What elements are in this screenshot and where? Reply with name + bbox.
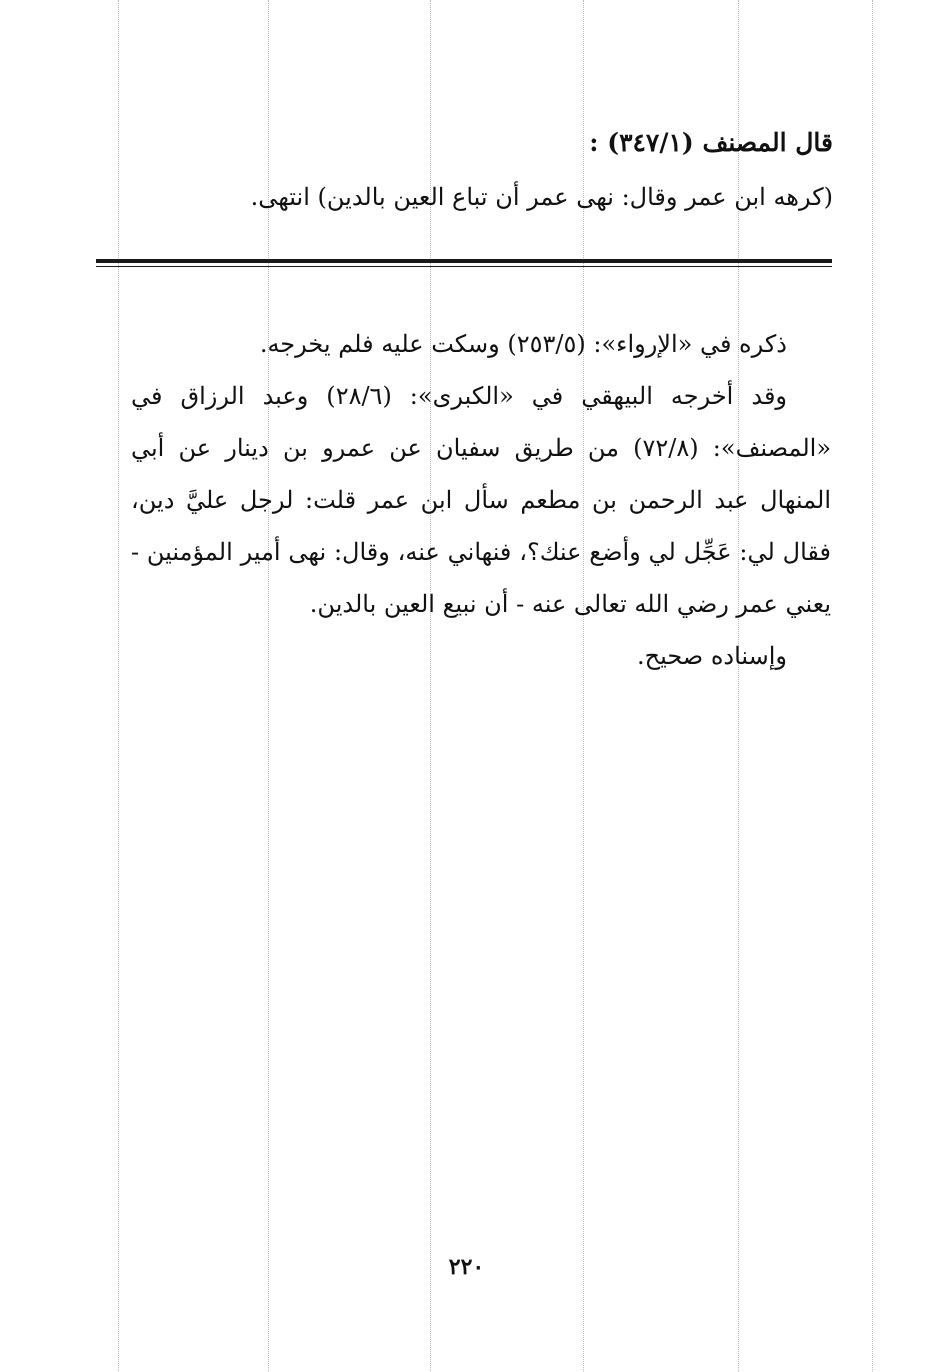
commentary-paragraph: وإسناده صحيح.: [636, 642, 787, 670]
commentary-paragraph: ذكره في «الإرواء»: (٢٥٣/٥) وسكت عليه فلم يخرجه.: [259, 330, 787, 358]
separator-rule-thin: [96, 266, 832, 267]
commentary-body: [131, 318, 831, 682]
scan-guide-line: [118, 0, 119, 1372]
separator-rule-thick: [96, 259, 832, 263]
page-number: ٢٢٠: [448, 1254, 485, 1280]
commentary-paragraph: وقد أخرجه البيهقي في «الكبرى»: (٢٨/٦) وعبد الرزاق في «المصنف»: (٧٢/٨) من طريق سفيان عن عمرو بن دينار عن أبي المنهال عبد الرحمن بن مطعم سأل ابن عمر قلت: لرجل عليَّ دين، فقال لي: عَجِّل لي وأضع عنك؟، فنهاني عنه، وقال: نهى أمير المؤمنين - يعني عمر رضي الله تعالى عنه - أن نبيع العين بالدين.: [131, 382, 832, 618]
section-heading: قال المصنف (٣٤٧/١) :: [589, 128, 833, 157]
quoted-statement: (كرهه ابن عمر وقال: نهى عمر أن تباع العين بالدين) انتهى.: [250, 183, 833, 211]
scan-guide-line: [872, 0, 873, 1372]
